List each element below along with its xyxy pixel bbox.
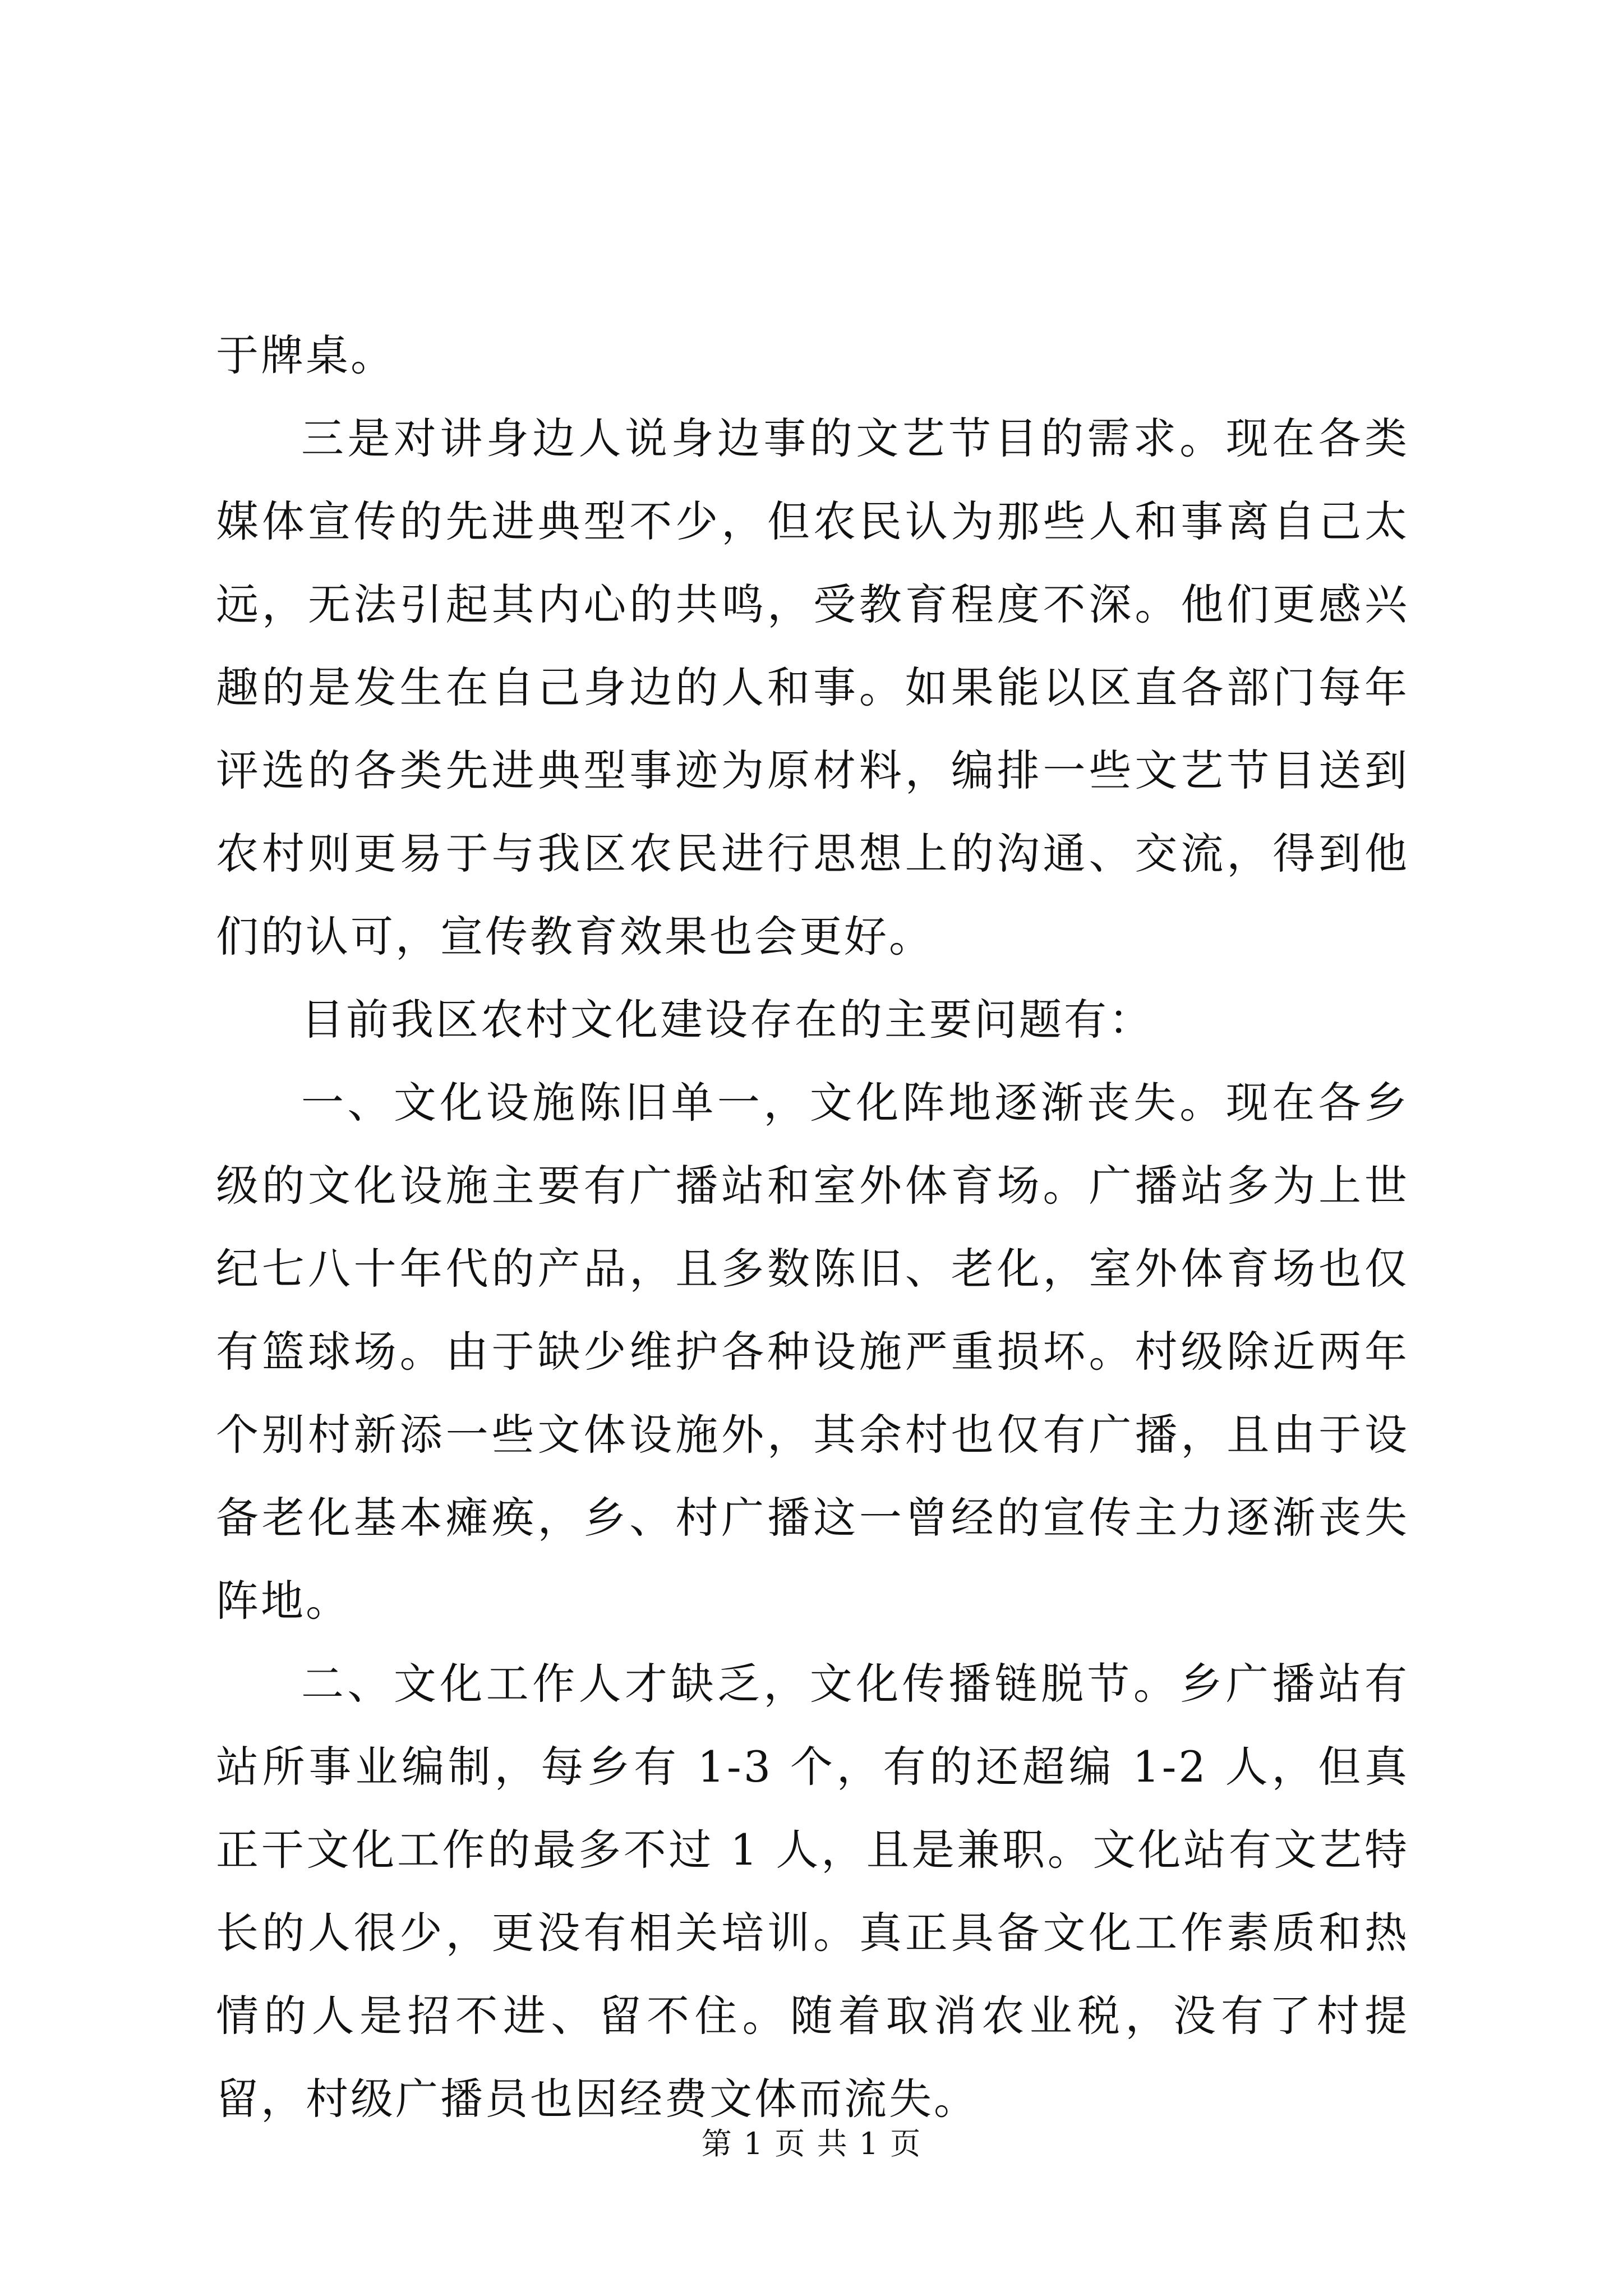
paragraph-problem-one: 一、文化设施陈旧单一，文化阵地逐渐丧失。现在各乡级的文化设施主要有广播站和室外体育场。广播站多为上世纪七八十年代的产品，且多数陈旧、老化，室外体育场也仅有篮球场。由于缺少维护各种设施严重损坏。村级除近两年个别村新添一些文体设施外，其余村也仅有广播，且由于设备老化基本瘫痪，乡、村广播这一曾经的宣传主力逐渐丧失阵地。 [216,1078,1409,1626]
paragraph-continuation: 于牌桌。 [216,330,395,380]
paragraph-problems-intro: 目前我区农村文化建设存在的主要问题有： [301,995,1154,1045]
document-body [216,314,1409,2141]
paragraph-problem-two: 二、文化工作人才缺乏，文化传播链脱节。乡广播站有站所事业编制，每乡有 1-3 个，有的还超编 1-2 人，但真正干文化工作的最多不过 1 人，且是兼职。文化站有文艺特长的人很少，更没有相关培训。真正具备文化工作素质和热情的人是招不进、留不住。随着取消农业税，没有了村提留，村级广播员也因经费文体而流失。 [216,1659,1409,2124]
page-number-footer: 第 1 页 共 1 页 [701,2126,922,2161]
paragraph-demand-three: 三是对讲身边人说身边事的文艺节目的需求。现在各类媒体宣传的先进典型不少，但农民认为那些人和事离自己太远，无法引起其内心的共鸣，受教育程度不深。他们更感兴趣的是发生在自己身边的人和事。如果能以区直各部门每年评选的各类先进典型事迹为原材料，编排一些文艺节目送到农村则更易于与我区农民进行思想上的沟通、交流，得到他们的认可，宣传教育效果也会更好。 [216,413,1409,961]
